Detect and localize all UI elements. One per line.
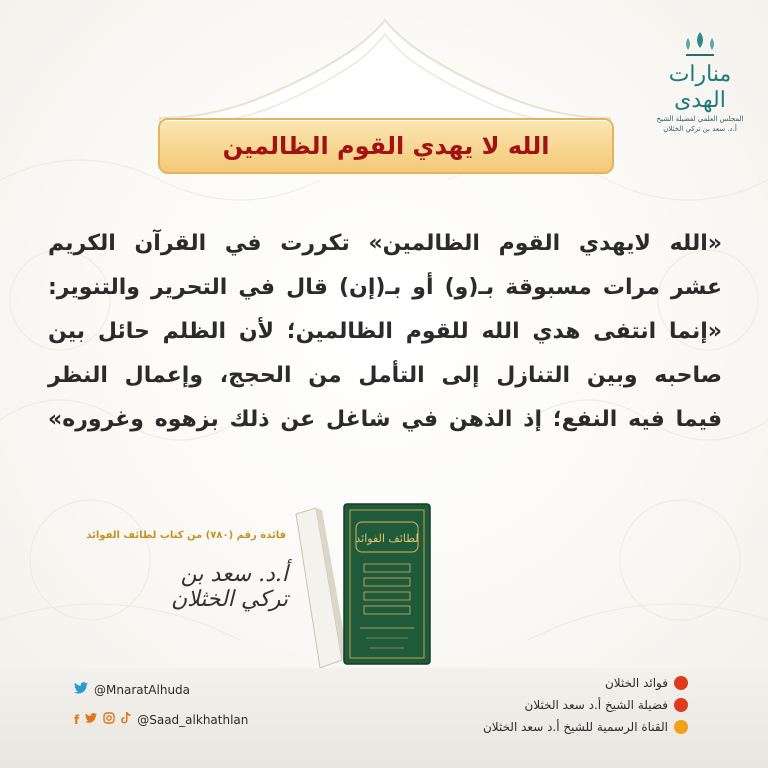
footer-channel-row[interactable] [483,720,688,734]
tiktok-icon [121,712,131,727]
green-book [344,504,430,664]
social-handle[interactable]: @Saad_alkhathlan [137,712,249,727]
logo-name: منارات الهدى [668,62,732,113]
footer-channel-row[interactable] [525,698,688,712]
logo-subtitle: المجلس العلمي لفضيلة الشيخ [656,115,744,123]
title-banner [158,118,614,174]
footer-handle-row[interactable] [74,712,248,727]
white-book [296,508,348,668]
youtube-icon [674,698,688,712]
body-line: «إنما انتفى هدي الله للقوم الظالمين؛ لأن الظلم حائل بين [48,319,722,344]
book-illustration [290,500,440,670]
page-title: الله لا يهدي القوم الظالمين [222,132,550,160]
footer [0,668,768,768]
twitter-icon [74,682,88,698]
footer-handle-row[interactable] [74,682,190,698]
facebook-icon: f [74,712,80,727]
body-line: صاحبه وبين التنازل إلى التأمل من الحجج، وإعمال النظر [48,363,722,388]
channel-label[interactable]: القناة الرسمية للشيخ أ.د سعد الخثلان [482,720,668,734]
footer-channel-row[interactable] [605,676,688,690]
channel-label[interactable]: فوائد الخثلان [604,676,668,690]
logo [650,30,750,133]
body-line: عشر مرات مسبوقة بـ(و) أو بـ(إن) قال في التحرير والتنوير: [48,275,722,300]
twitter-handle[interactable]: @MnaratAlhuda [94,683,191,697]
twitter-icon [85,712,97,727]
body-text [48,222,722,442]
channel-label[interactable]: فضيلة الشيخ أ.د سعد الخثلان [524,698,668,712]
telegram-icon [674,720,688,734]
fawaid-caption: فائدة رقم (٧٨٠) من كتاب لطائف الفوائد [86,530,286,541]
logo-mark-icon [680,30,720,58]
youtube-icon [674,676,688,690]
body-line: فيما فيه النفع؛ إذ الذهن في شاغل عن ذلك بزهوه وغروره» [48,407,722,432]
author-signature: أ.د. سعد بن تركي الخثلان [170,562,288,612]
book-title: لطائف الفوائد [355,532,419,545]
body-line: «الله لايهدي القوم الظالمين» تكررت في القرآن الكريم [48,231,722,256]
instagram-icon [103,712,115,727]
logo-subtitle-2: أ.د. سعد بن تركي الخثلان [663,125,737,133]
